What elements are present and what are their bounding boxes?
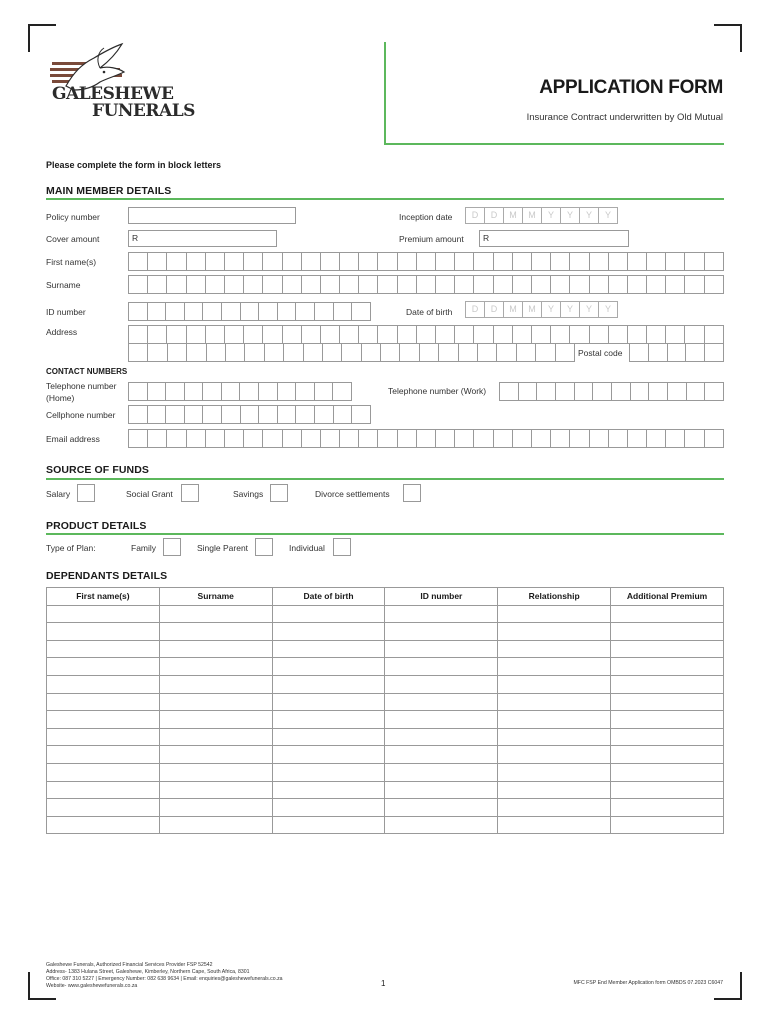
source-of-funds-heading: SOURCE OF FUNDS xyxy=(46,464,150,476)
plan-option-family: Family xyxy=(131,543,157,553)
main-member-heading: MAIN MEMBER DETAILS xyxy=(46,185,172,197)
table-cell-input[interactable] xyxy=(611,623,724,641)
document-reference: MFC FSP End Member Application form OMBDS 07.2023 C6047 xyxy=(573,980,723,986)
inception-date-input[interactable] xyxy=(465,207,618,224)
table-cell-input[interactable] xyxy=(385,640,498,658)
date-placeholder-y4: Y xyxy=(599,301,618,318)
table-cell-input[interactable] xyxy=(272,763,385,781)
crop-mark-top-right xyxy=(714,24,742,52)
table-cell-input[interactable] xyxy=(498,640,611,658)
table-cell-input[interactable] xyxy=(272,781,385,799)
surname-input[interactable] xyxy=(128,275,724,294)
tel-work-label: Telephone number (Work) xyxy=(388,386,487,396)
table-cell-input[interactable] xyxy=(611,640,724,658)
table-cell-input[interactable] xyxy=(47,746,160,764)
dependants-table-body xyxy=(47,605,724,834)
table-cell-input[interactable] xyxy=(47,816,160,834)
table-cell-input[interactable] xyxy=(611,728,724,746)
inception-date-label: Inception date xyxy=(399,212,453,222)
table-cell-input[interactable] xyxy=(159,781,272,799)
cellphone-input[interactable] xyxy=(128,405,371,424)
family-checkbox[interactable] xyxy=(163,538,181,556)
table-row xyxy=(47,623,724,641)
date-placeholder-d1: D xyxy=(466,301,485,318)
table-cell-input[interactable] xyxy=(47,799,160,817)
table-cell-input[interactable] xyxy=(47,605,160,623)
address-label: Address xyxy=(46,327,78,337)
table-cell-input[interactable] xyxy=(159,675,272,693)
table-cell-input[interactable] xyxy=(47,763,160,781)
table-cell-input[interactable] xyxy=(611,746,724,764)
table-cell-input[interactable] xyxy=(498,711,611,729)
premium-amount-label: Premium amount xyxy=(399,234,464,244)
table-cell-input[interactable] xyxy=(272,799,385,817)
table-cell-input[interactable] xyxy=(159,799,272,817)
col-relationship: Relationship xyxy=(498,588,611,606)
date-placeholder-y2: Y xyxy=(561,301,580,318)
postal-code-input[interactable] xyxy=(629,343,724,362)
table-cell-input[interactable] xyxy=(498,799,611,817)
instruction-text: Please complete the form in block letters xyxy=(46,160,222,170)
table-cell-input[interactable] xyxy=(498,693,611,711)
footer-company-info xyxy=(46,962,283,990)
date-placeholder-y1: Y xyxy=(542,301,561,318)
first-names-label: First name(s) xyxy=(46,257,97,267)
footer-line-address: Address- 1383 Hulana Street, Galeshewe, Kimberley, Northern Cape, South Africa, 8301 xyxy=(46,969,250,975)
policy-number-label: Policy number xyxy=(46,212,100,222)
table-cell-input[interactable] xyxy=(47,675,160,693)
table-cell-input[interactable] xyxy=(159,746,272,764)
product-details-heading: PRODUCT DETAILS xyxy=(46,520,147,532)
policy-number-input[interactable] xyxy=(128,207,296,224)
date-placeholder-y3: Y xyxy=(580,207,599,224)
table-row xyxy=(47,799,724,817)
cover-amount-label: Cover amount xyxy=(46,234,100,244)
table-cell-input[interactable] xyxy=(47,781,160,799)
table-cell-input[interactable] xyxy=(272,711,385,729)
table-row xyxy=(47,746,724,764)
table-row xyxy=(47,640,724,658)
funds-option-divorce: Divorce settlements xyxy=(315,489,390,499)
table-row xyxy=(47,711,724,729)
social-grant-checkbox[interactable] xyxy=(181,484,199,502)
table-cell-input[interactable] xyxy=(611,711,724,729)
section-rule xyxy=(46,198,724,200)
table-cell-input[interactable] xyxy=(47,623,160,641)
table-cell-input[interactable] xyxy=(47,728,160,746)
table-cell-input[interactable] xyxy=(498,728,611,746)
table-cell-input[interactable] xyxy=(159,605,272,623)
date-placeholder-m1: M xyxy=(504,207,523,224)
col-date-of-birth: Date of birth xyxy=(272,588,385,606)
table-cell-input[interactable] xyxy=(611,605,724,623)
table-cell-input[interactable] xyxy=(47,693,160,711)
table-cell-input[interactable] xyxy=(159,623,272,641)
id-number-input[interactable] xyxy=(128,302,371,321)
table-cell-input[interactable] xyxy=(385,816,498,834)
table-cell-input[interactable] xyxy=(498,658,611,676)
footer-line-fsp: Galeshewe Funerals, Authorized Financial Services Provider FSP 52542 xyxy=(46,962,213,968)
table-cell-input[interactable] xyxy=(159,711,272,729)
tel-home-input[interactable] xyxy=(128,382,352,401)
table-cell-input[interactable] xyxy=(385,763,498,781)
dependants-table xyxy=(46,587,724,834)
page-number: 1 xyxy=(381,979,386,988)
cover-amount-input[interactable]: R xyxy=(128,230,277,247)
table-cell-input[interactable] xyxy=(611,763,724,781)
form-subtitle: Insurance Contract underwritten by Old Mutual xyxy=(526,112,723,123)
section-rule xyxy=(46,533,724,535)
table-row xyxy=(47,675,724,693)
contact-numbers-heading: CONTACT NUMBERS xyxy=(46,367,128,376)
salary-checkbox[interactable] xyxy=(77,484,95,502)
tel-work-input[interactable] xyxy=(499,382,724,401)
id-number-label: ID number xyxy=(46,307,86,317)
single-parent-checkbox[interactable] xyxy=(255,538,273,556)
date-placeholder-y3: Y xyxy=(580,301,599,318)
footer-line-contact: Office: 087 310 5227 | Emergency Number: 082 638 9634 | Email: enquiries@galeshewefunerals.co.za xyxy=(46,976,283,982)
table-cell-input[interactable] xyxy=(159,728,272,746)
table-cell-input[interactable] xyxy=(272,658,385,676)
date-placeholder-d1: D xyxy=(466,207,485,224)
col-id-number: ID number xyxy=(385,588,498,606)
logo-text-line1: GALESHEWE xyxy=(52,84,174,104)
surname-label: Surname xyxy=(46,280,81,290)
logo-text-line2: FUNERALS xyxy=(92,101,195,121)
funds-option-savings: Savings xyxy=(233,489,264,499)
table-cell-input[interactable] xyxy=(272,675,385,693)
company-logo xyxy=(46,42,195,124)
table-cell-input[interactable] xyxy=(385,781,498,799)
date-placeholder-d2: D xyxy=(485,301,504,318)
table-row xyxy=(47,763,724,781)
table-cell-input[interactable] xyxy=(272,746,385,764)
address-input-line2[interactable] xyxy=(128,343,575,362)
table-cell-input[interactable] xyxy=(272,693,385,711)
table-cell-input[interactable] xyxy=(385,623,498,641)
table-cell-input[interactable] xyxy=(159,816,272,834)
table-cell-input[interactable] xyxy=(385,711,498,729)
table-row xyxy=(47,658,724,676)
table-cell-input[interactable] xyxy=(385,675,498,693)
table-cell-input[interactable] xyxy=(272,640,385,658)
col-additional-premium: Additional Premium xyxy=(611,588,724,606)
table-cell-input[interactable] xyxy=(611,693,724,711)
table-cell-input[interactable] xyxy=(272,605,385,623)
header-divider-vertical xyxy=(384,42,386,145)
table-cell-input[interactable] xyxy=(159,640,272,658)
date-placeholder-m1: M xyxy=(504,301,523,318)
date-placeholder-m2: M xyxy=(523,207,542,224)
tel-home-label-suffix: (Home) xyxy=(46,393,75,403)
form-title: APPLICATION FORM xyxy=(539,77,723,98)
table-cell-input[interactable] xyxy=(159,693,272,711)
first-names-input[interactable] xyxy=(128,252,724,271)
date-placeholder-d2: D xyxy=(485,207,504,224)
date-placeholder-y2: Y xyxy=(561,207,580,224)
table-cell-input[interactable] xyxy=(498,675,611,693)
postal-code-label: Postal code xyxy=(578,348,623,358)
dependants-heading: DEPENDANTS DETAILS xyxy=(46,570,168,582)
table-row xyxy=(47,728,724,746)
section-rule xyxy=(46,478,724,480)
table-cell-input[interactable] xyxy=(611,799,724,817)
date-of-birth-input[interactable] xyxy=(465,301,618,318)
table-cell-input[interactable] xyxy=(385,799,498,817)
date-of-birth-label: Date of birth xyxy=(406,307,453,317)
table-cell-input[interactable] xyxy=(272,623,385,641)
type-of-plan-label: Type of Plan: xyxy=(46,543,96,553)
address-input-line1[interactable] xyxy=(128,325,724,344)
email-label: Email address xyxy=(46,434,100,444)
table-row xyxy=(47,816,724,834)
table-cell-input[interactable] xyxy=(47,658,160,676)
date-placeholder-m2: M xyxy=(523,301,542,318)
footer-line-website: Website- www.galeshewefunerals.co.za xyxy=(46,983,138,989)
table-header-row xyxy=(47,588,724,606)
table-cell-input[interactable] xyxy=(385,658,498,676)
table-row xyxy=(47,781,724,799)
table-cell-input[interactable] xyxy=(611,675,724,693)
header-divider-horizontal xyxy=(384,143,724,145)
plan-option-single-parent: Single Parent xyxy=(197,543,249,553)
table-cell-input[interactable] xyxy=(385,693,498,711)
table-cell-input[interactable] xyxy=(272,728,385,746)
table-cell-input[interactable] xyxy=(498,781,611,799)
premium-amount-input[interactable]: R xyxy=(479,230,629,247)
cellphone-label: Cellphone number xyxy=(46,410,116,420)
table-cell-input[interactable] xyxy=(385,728,498,746)
table-cell-input[interactable] xyxy=(159,763,272,781)
table-cell-input[interactable] xyxy=(498,763,611,781)
table-cell-input[interactable] xyxy=(159,658,272,676)
funds-option-social-grant: Social Grant xyxy=(126,489,173,499)
funds-option-salary: Salary xyxy=(46,489,71,499)
table-cell-input[interactable] xyxy=(47,640,160,658)
savings-checkbox[interactable] xyxy=(270,484,288,502)
table-cell-input[interactable] xyxy=(498,816,611,834)
col-first-names: First name(s) xyxy=(47,588,160,606)
col-surname: Surname xyxy=(159,588,272,606)
plan-option-individual: Individual xyxy=(289,543,325,553)
table-cell-input[interactable] xyxy=(611,816,724,834)
table-cell-input[interactable] xyxy=(498,746,611,764)
table-cell-input[interactable] xyxy=(47,711,160,729)
table-cell-input[interactable] xyxy=(385,746,498,764)
table-row xyxy=(47,605,724,623)
table-cell-input[interactable] xyxy=(272,816,385,834)
table-cell-input[interactable] xyxy=(611,658,724,676)
divorce-settlements-checkbox[interactable] xyxy=(403,484,421,502)
date-placeholder-y1: Y xyxy=(542,207,561,224)
table-row xyxy=(47,693,724,711)
email-input[interactable] xyxy=(128,429,724,448)
date-placeholder-y4: Y xyxy=(599,207,618,224)
table-cell-input[interactable] xyxy=(611,781,724,799)
individual-checkbox[interactable] xyxy=(333,538,351,556)
table-cell-input[interactable] xyxy=(385,605,498,623)
tel-home-label: Telephone number xyxy=(46,381,117,391)
table-cell-input[interactable] xyxy=(498,623,611,641)
table-cell-input[interactable] xyxy=(498,605,611,623)
